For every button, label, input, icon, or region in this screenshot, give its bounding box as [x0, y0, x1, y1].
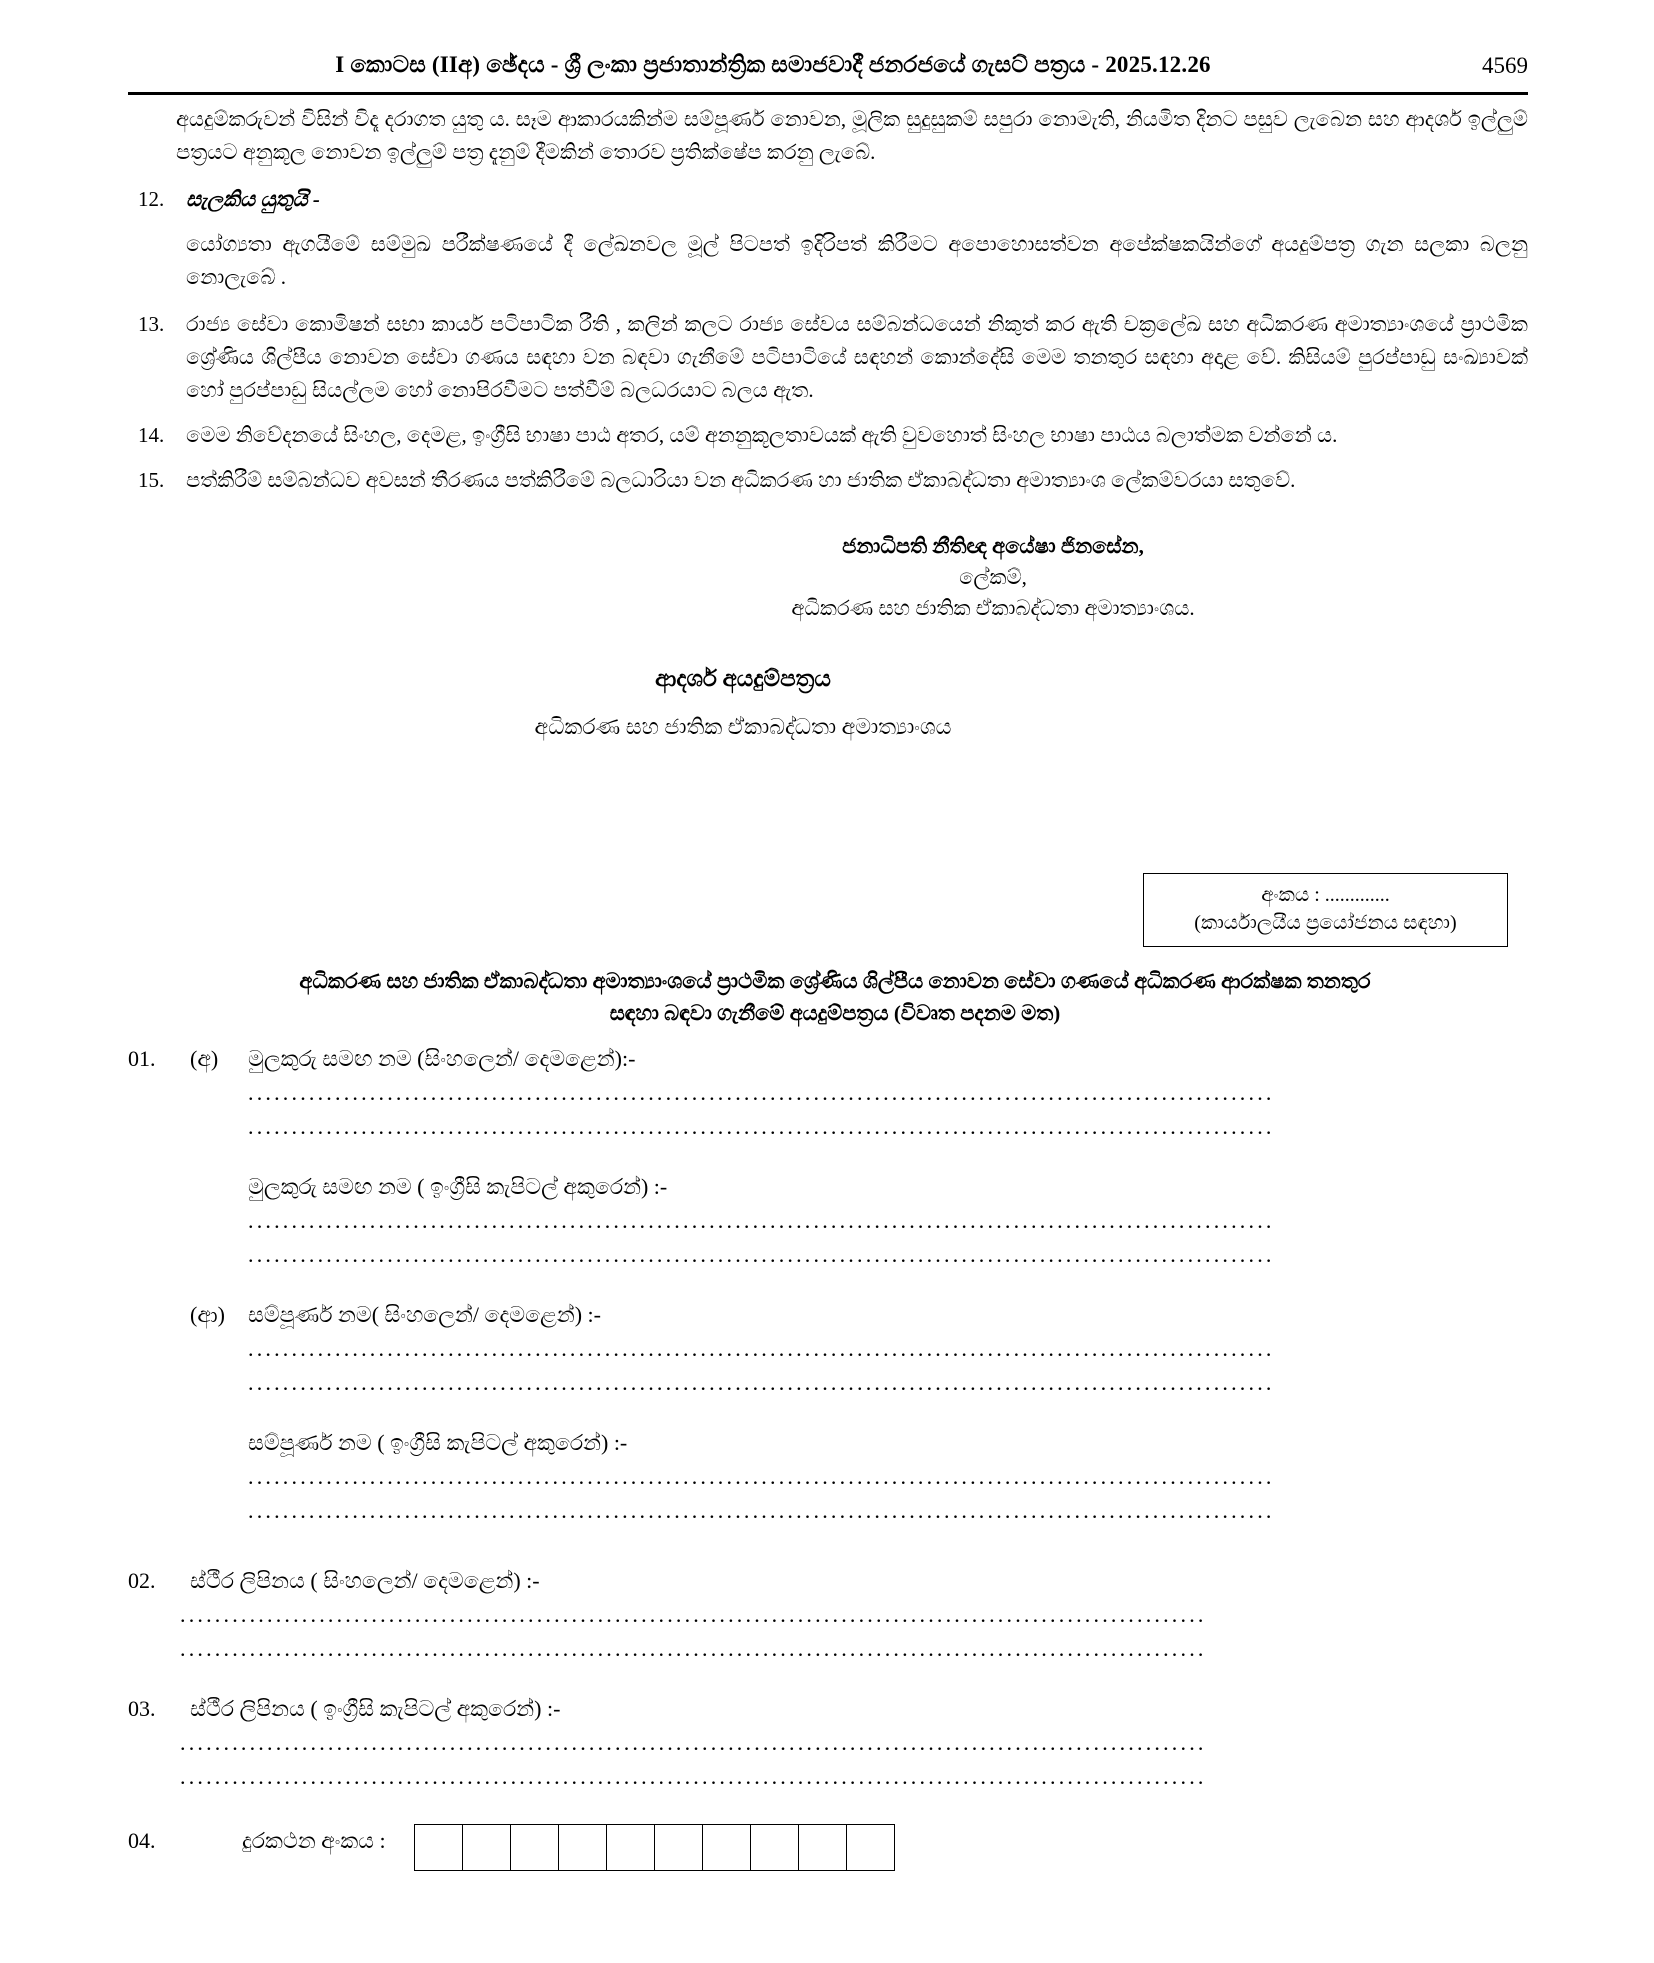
phone-digit-cell[interactable] [799, 1825, 847, 1870]
clause-14-number: 14. [138, 423, 165, 447]
field-01a-english-input-line-1[interactable]: ...................................................................................................................... [248, 1208, 1275, 1233]
clause-12-number: 12. [138, 187, 165, 211]
phone-digit-cell[interactable] [607, 1825, 655, 1870]
clause-14 [128, 419, 1528, 452]
field-01b-input-line-1[interactable]: ...................................................................................................................... [248, 1336, 1275, 1361]
office-number-field[interactable]: අංකය : ............. [1261, 884, 1390, 906]
page-header [128, 52, 1528, 88]
header-divider [128, 92, 1528, 95]
clause-13 [128, 308, 1528, 407]
clause-14-text: මෙම නිවේදනයේ සිංහල, දෙමළ, ඉංග්‍රීසි භාෂා පාඨ අතර, යම් අනනුකූලතාවයක් ඇති වුවහොත් සිංහල භාෂා පාඨය බලාත්මක වන්නේ ය. [186, 423, 1338, 447]
field-02 [128, 1564, 1528, 1598]
spacer [128, 1144, 1528, 1170]
field-01a-input-line-2[interactable]: ...................................................................................................................... [248, 1114, 1275, 1139]
field-01b-sublabel: (ආ) [190, 1302, 225, 1327]
clause-12 [128, 183, 1528, 216]
application-heading-line2: සඳහා බඳවා ගැනීමේ අයදුම්පත්‍රය (විවෘත පදනම මත) [609, 1001, 1061, 1025]
phone-digit-cell[interactable] [415, 1825, 463, 1870]
field-01a-english-label: මුලකුරු සමඟ නම ( ඉංග්‍රීසි කැපිටල් අකුරෙන්) :- [248, 1174, 668, 1199]
clause-12-heading-text: සැලකිය යුතුයි - [186, 187, 320, 211]
clause-12-text: යෝග්‍යතා ඇගයීමේ සම්මුඛ පරීක්ෂණයේ දී ලේඛනවල මූල් පිටපත් ඉදිරිපත් කිරීමට අපොහොසත්වන අපේක්ෂකයින්ගේ අයදුම්පත්‍ර ගැන සලකා බලනු නොලැබේ . [186, 232, 1528, 289]
clause-13-number: 13. [138, 312, 165, 336]
field-01a-sublabel: (අ) [190, 1046, 219, 1071]
field-04-label: දුරකථන අංකය : [242, 1828, 386, 1853]
field-01a [128, 1042, 1528, 1076]
field-03-input-line-1[interactable]: ...................................................................................................................... [180, 1730, 1207, 1755]
field-03 [128, 1692, 1528, 1726]
clause-15 [128, 464, 1528, 497]
intro-paragraph: අයදුම්කරුවන් විසින් විදෑ දරාගත යුතු ය. සෑම ආකාරයකින්ම සම්පූර්ණ නොවන, මූලික සුදුසුකම් සපුරා නොමැති, නියමිත දිනට පසුව ලැබෙන සහ ආදර්ශ ඉල්ලුම් පත්‍රයට අනුකූල නොවන ඉල්ලුම් පත්‍ර දැනුම් දීමකින් තොරව ප්‍රතික්ෂේප කරනු ලැබේ. [176, 107, 1528, 164]
phone-digit-cell[interactable] [559, 1825, 607, 1870]
form-fields [128, 1042, 1528, 1871]
document-body [128, 103, 1528, 740]
field-03-number: 03. [128, 1696, 156, 1721]
clause-13-text: රාජ්‍ය සේවා කොමිෂන් සභා කාර්ය පටිපාටික රීති , කලින් කලට රාජ්‍ය සේවය සම්බන්ධයෙන් නිකුත් කර ඇති චක්‍රලේඛ සහ අධිකරණ අමාත්‍යාංශයේ ප්‍රාථමික ශ්‍රේණිය ශිල්පීය නොවන සේවා ගණය සඳහා වන බඳවා ගැනීමේ පටිපාටියේ සඳහන් කොන්දේසි මෙම තනතුර සඳහා අදාළ වේ. කිසියම් පුරප්පාඩු සංඛ්‍යාවක් හෝ පුරප්පාඩු සියල්ලම හෝ නොපිරවීමට පත්වීම් බලධරයාට බලය ඇත. [186, 312, 1528, 402]
header-title: I කොටස (IIඅ) ඡේදය - ශ්‍රී ලංකා ප්‍රජාතාන්ත්‍රික සමාජවාදී ජනරජයේ ගැසට් පත්‍රය - 2025.12.26 [335, 52, 1211, 77]
phone-digit-cell[interactable] [847, 1825, 895, 1870]
field-01b-english-input-line-1[interactable]: ...................................................................................................................... [248, 1464, 1275, 1489]
field-04-number: 04. [128, 1828, 156, 1853]
spacer [128, 1528, 1528, 1564]
field-02-number: 02. [128, 1568, 156, 1593]
field-04 [128, 1824, 1528, 1871]
field-01a-input-line-1[interactable]: ...................................................................................................................... [248, 1080, 1275, 1105]
spacer [128, 1272, 1528, 1298]
field-02-input-line-2[interactable]: ...................................................................................................................... [180, 1636, 1207, 1661]
field-01b-label: සම්පූර්ණ නම( සිංහලෙන්/ දෙමළෙන්) :- [248, 1302, 601, 1327]
phone-digit-cell[interactable] [511, 1825, 559, 1870]
clause-15-number: 15. [138, 468, 165, 492]
office-use-note: (කාර්යාලයීය ප්‍රයෝජනය සඳහා) [1194, 912, 1457, 934]
clause-12-heading [186, 183, 1528, 216]
field-02-input-line-1[interactable]: ...................................................................................................................... [180, 1602, 1207, 1627]
field-01a-label: මුලකුරු සමඟ නම (සිංහලෙන්/ දෙමළෙන්):- [248, 1046, 636, 1071]
office-use-box [1143, 873, 1508, 947]
page-number: 4569 [1482, 53, 1528, 78]
spacer [128, 1666, 1528, 1692]
field-01a-english-input-line-2[interactable]: ...................................................................................................................... [248, 1242, 1275, 1267]
field-01-number: 01. [128, 1046, 156, 1071]
field-02-label: ස්ථීර ලිපිනය ( සිංහලෙන්/ දෙමළෙන්) :- [190, 1568, 540, 1593]
signature-block [128, 531, 1528, 624]
phone-digit-cell[interactable] [463, 1825, 511, 1870]
spacer [128, 1400, 1528, 1426]
signatory-name: ජනාධිපති නීතිඥ අයේෂා ජිනසේන, [842, 534, 1144, 558]
field-01b-english-input-line-2[interactable]: ...................................................................................................................... [248, 1498, 1275, 1523]
field-01b-input-line-2[interactable]: ...................................................................................................................... [248, 1370, 1275, 1395]
phone-digit-cell[interactable] [751, 1825, 799, 1870]
phone-number-grid[interactable] [414, 1824, 895, 1871]
form-ministry: අධිකරණ සහ ජාතික ඒකාබද්ධතා අමාත්‍යාංශය [534, 714, 952, 739]
phone-digit-cell[interactable] [655, 1825, 703, 1870]
spacer [128, 294, 1528, 308]
field-01b-english-label: සම්පූර්ණ නම ( ඉංග්‍රීසි කැපිටල් අකුරෙන්) :- [248, 1430, 628, 1455]
application-heading-line1: අධිකරණ සහ ජාතික ඒකාබද්ධතා අමාත්‍යාංශයේ ප්‍රාථමික ශ්‍රේණිය ශිල්පීය නොවන සේවා ගණයේ අධිකරණ ආරක්ෂක තනතුර [299, 969, 1371, 993]
field-01b [128, 1298, 1528, 1332]
field-03-input-line-2[interactable]: ...................................................................................................................... [180, 1764, 1207, 1789]
form-title: ආදර්ශ අයදුම්පත්‍රය [655, 666, 831, 691]
phone-digit-cell[interactable] [703, 1825, 751, 1870]
clause-15-text: පත්කිරීම් සම්බන්ධව අවසන් තීරණය පත්කිරීමේ බලධාරියා වන අධිකරණ හා ජාතික ඒකාබද්ධතා අමාත්‍යාංශ ලේකම්වරයා සතුවේ. [186, 468, 1296, 492]
field-03-label: ස්ථීර ලිපිනය ( ඉංග්‍රීසි කැපිටල් අකුරෙන්) :- [190, 1696, 561, 1721]
application-heading [140, 965, 1530, 1029]
signatory-designation: ලේකම්, [959, 565, 1027, 589]
signatory-ministry: අධිකරණ සහ ජාතික ඒකාබද්ධතා අමාත්‍යාංශය. [791, 596, 1195, 620]
